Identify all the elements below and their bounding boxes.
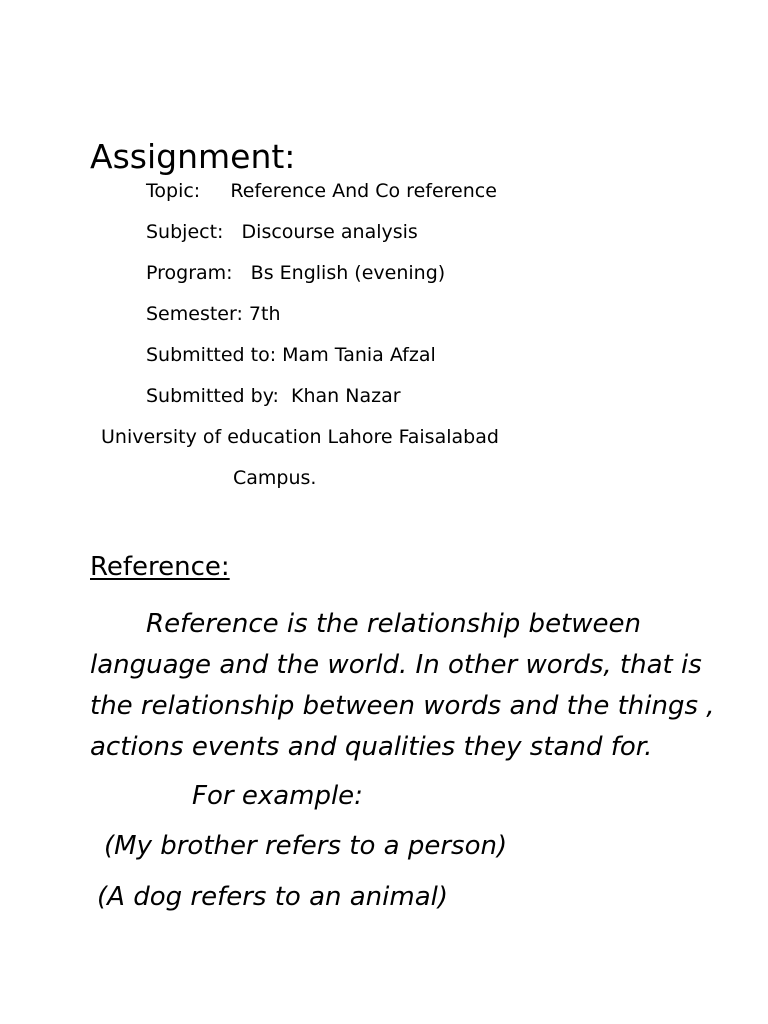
program-line: Program: Bs English (evening)	[146, 262, 446, 284]
paragraph-line: language and the world. In other words, that is	[90, 650, 702, 680]
submitted-by-line: Submitted by: Khan Nazar	[146, 385, 401, 407]
topic-line: Topic: Reference And Co reference	[146, 180, 497, 202]
example-item: (A dog refers to an animal)	[97, 882, 449, 912]
paragraph-line: the relationship between words and the things ,	[90, 691, 715, 721]
assignment-title: Assignment:	[90, 137, 296, 176]
reference-paragraph	[90, 604, 715, 768]
reference-heading: Reference:	[90, 552, 230, 582]
subject-line: Subject: Discourse analysis	[146, 221, 418, 243]
paragraph-line: Reference is the relationship between	[146, 609, 641, 639]
university-line: University of education Lahore Faisalabad	[101, 426, 499, 448]
paragraph-line: actions events and qualities they stand for.	[90, 732, 653, 762]
submitted-to-line: Submitted to: Mam Tania Afzal	[146, 344, 436, 366]
example-item: (My brother refers to a person)	[104, 831, 508, 861]
semester-line: Semester: 7th	[146, 303, 281, 325]
campus-line: Campus.	[233, 467, 317, 489]
example-label: For example:	[192, 781, 363, 811]
